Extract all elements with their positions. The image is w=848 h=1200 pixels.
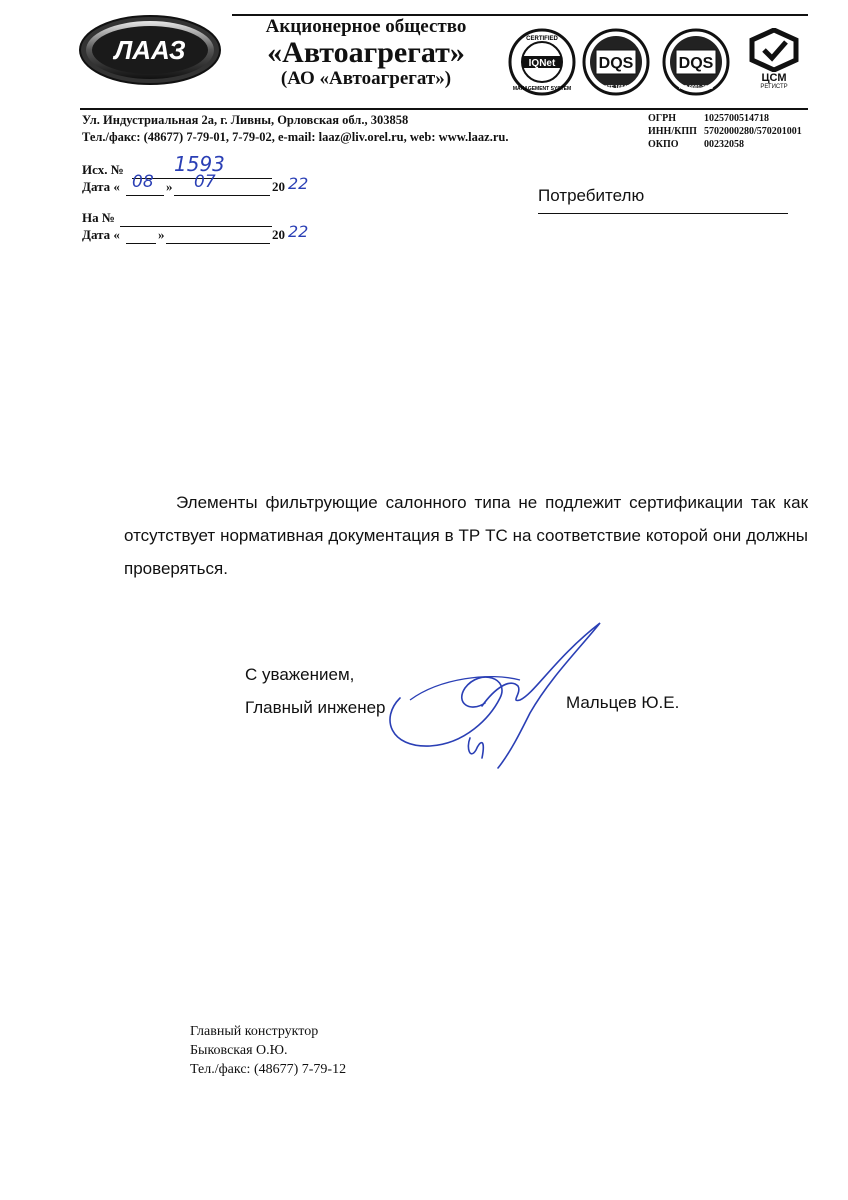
csm-register-badge (746, 28, 808, 100)
year-prefix: 20 (272, 179, 285, 194)
signer-name: Мальцев Ю.Е. (566, 693, 680, 712)
closing-greeting: С уважением, (245, 665, 355, 684)
svg-text:DQS: DQS (678, 55, 714, 72)
closing-block (245, 658, 386, 724)
outgoing-number-handwritten: 1593 (174, 152, 225, 176)
reference-block (82, 152, 322, 252)
footer-position: Главный конструктор (190, 1024, 319, 1039)
letter-body (124, 486, 808, 585)
registry-row-inn: ИНН/КПП 5702000280/570201001 (648, 126, 802, 137)
date-separator: » (166, 179, 173, 194)
svg-text:DQS: DQS (598, 55, 634, 72)
svg-text:CERTIFIED: CERTIFIED (526, 36, 558, 42)
iqnet-certified-badge (508, 28, 576, 96)
body-first-line: Элементы фильтрующие салонного типа не подлежит сертификации так (176, 493, 776, 512)
company-line3: (АО «Автоагрегат») (280, 68, 452, 89)
svg-text:IATF 16949: IATF 16949 (602, 85, 630, 91)
csm-title: ЦСМ (761, 72, 787, 84)
registry-row-okpo: ОКПО 00232058 (648, 139, 744, 150)
signer-position: Главный инженер (245, 698, 386, 717)
company-address (82, 112, 508, 146)
outgoing-number-label: Исх. № (82, 162, 124, 177)
registry-codes (648, 112, 802, 151)
contacts-line: Тел./факс: (48677) 7-79-01, 7-79-02, e-mail: laaz@liv.orel.ru, web: www.laaz.ru. (82, 130, 509, 144)
recipient-underline (538, 213, 788, 214)
contact-footer (190, 1022, 346, 1079)
csm-subtitle: РЕГИСТР (760, 84, 788, 90)
body-rest: как отсутствует нормативная документация в ТР ТС на соответствие которой они должны проверяться. (124, 493, 808, 578)
svg-text:MANAGEMENT SYSTEM: MANAGEMENT SYSTEM (512, 86, 572, 92)
company-name-block (232, 16, 500, 90)
date-day-handwritten: 08 (132, 172, 154, 192)
incoming-year-handwritten: 22 (288, 222, 309, 241)
outgoing-date-label: Дата « (82, 179, 120, 194)
svg-text:ISO 9001:2015: ISO 9001:2015 (679, 85, 713, 91)
footer-phone: Тел./факс: (48677) 7-79-12 (190, 1062, 347, 1077)
incoming-number-label: На № (82, 210, 115, 225)
incoming-date-month-line (166, 229, 270, 244)
date-month-line (174, 181, 270, 196)
date-month-handwritten: 07 (194, 172, 216, 192)
company-line2: «Автоагрегат» (267, 36, 465, 69)
incoming-date-day-line (126, 229, 156, 244)
dqs-iatf-badge (582, 28, 650, 96)
year-handwritten: 22 (288, 174, 309, 193)
address-line: Ул. Индустриальная 2а, г. Ливны, Орловская обл., 303858 (82, 113, 409, 127)
dqs-iso-badge (662, 28, 730, 96)
incoming-number-line (120, 212, 272, 227)
incoming-date-separator: » (158, 227, 165, 242)
incoming-year-prefix: 20 (272, 227, 285, 242)
svg-text:ЛААЗ: ЛААЗ (114, 35, 186, 65)
registry-row-ogrn: ОГРН 1025700514718 (648, 113, 769, 124)
company-line1: Акционерное общество (265, 16, 467, 37)
header-separator (80, 108, 808, 110)
footer-name: Быковская О.Ю. (190, 1043, 288, 1058)
svg-text:IQNet: IQNet (528, 58, 556, 69)
recipient: Потребителю (538, 186, 645, 205)
company-logo (78, 14, 222, 86)
incoming-date-label: Дата « (82, 227, 120, 242)
